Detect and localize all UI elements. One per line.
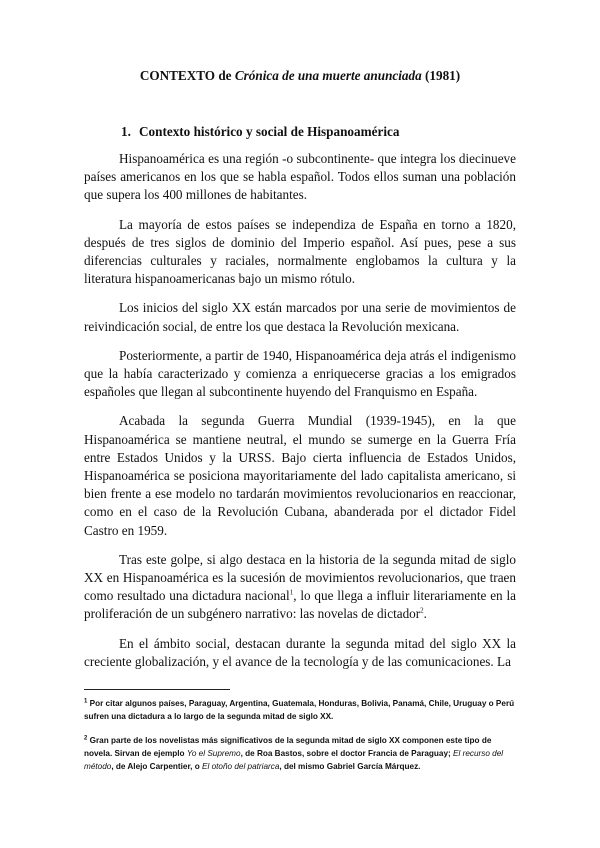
section-number: 1. xyxy=(121,124,131,139)
footnote-ref-2[interactable]: 2 xyxy=(420,607,424,616)
footnote-1-text: Por citar algunos países, Paraguay, Argentina, Guatemala, Honduras, Bolivia, Panamá, Chile, Uruguay o Perú sufren una dictadura a lo largo de la segunda mitad de siglo XX. xyxy=(84,699,515,721)
footnote-2-text-b: , de Roa Bastos, sobre el doctor Francia de Paraguay; xyxy=(240,749,454,758)
title-work: Crónica de una muerte anunciada xyxy=(234,68,422,83)
footnote-2-mark: 2 xyxy=(84,735,88,742)
footnote-separator xyxy=(84,689,230,690)
footnote-2-text-d: , del mismo Gabriel García Márquez. xyxy=(279,762,421,771)
title-year: (1981) xyxy=(421,68,461,83)
footnote-2-title-el-recurso-del-metodo: El recurso del método xyxy=(84,749,504,771)
footnote-2-text-c: , de Alejo Carpentier, o xyxy=(111,762,203,771)
paragraph-6 xyxy=(84,551,516,624)
paragraph-3: Los inicios del siglo XX están marcados por una serie de movimientos de reivindicación social, de entre los que destaca la Revolución mexicana. xyxy=(84,300,516,334)
section-heading-text: Contexto histórico y social de Hispanoamérica xyxy=(139,124,400,139)
footnote-1-mark: 1 xyxy=(84,698,88,705)
paragraph-6-part-b: , lo que llega a influir literariamente en la proliferación de un subgénero narrativo: las novelas de dictador xyxy=(84,588,516,622)
paragraph-2: La mayoría de estos países se independiza de España en torno a 1820, después de tres siglos de dominio del Imperio español. Así pues, pese a sus diferencias culturales y raciales, normalmente englobamos la cultura y la literatura hispanoamericanas bajo un mismo rótulo. xyxy=(84,216,516,287)
paragraph-5: Acabada la segunda Guerra Mundial (1939-1945), en la que Hispanoamérica se mantiene neutral, el mundo se sumerge en la Guerra Fría entre Estados Unidos y la URSS. Bajo cierta influencia de Estados Unidos, Hispanoamérica se posiciona mayoritariamente del lado capitalista americano, si bien frente a ese modelo no tardarán movimientos revolucionarios en reaccionar, como en el caso de la Revolución Cubana, abanderada por el dictador Fidel Castro en 1959. xyxy=(84,413,516,538)
body-text xyxy=(84,150,516,682)
footnote-2 xyxy=(84,734,516,773)
paragraph-1: Hispanoamérica es una región -o subcontinente- que integra los diecinueve países americanos en los que se habla español. Todos ellos suman una población que supera los 400 millones de habitantes. xyxy=(84,151,516,203)
paragraph-4: Posteriormente, a partir de 1940, Hispanoamérica deja atrás el indigenismo que la había caracterizado y comienza a enriquecerse gracias a los emigrados españoles que llegan al subcontinente huyendo del Franquismo en España. xyxy=(84,347,516,400)
page-title xyxy=(0,68,600,84)
paragraph-7: En el ámbito social, destacan durante la segunda mitad del siglo XX la creciente globalización, y el avance de la tecnología y de las comunicaciones. La xyxy=(84,635,516,669)
title-prefix: CONTEXTO de xyxy=(139,68,235,83)
paragraph-6-part-a: Tras este golpe, si algo destaca en la historia de la segunda mitad de siglo XX en Hispanoamérica es la sucesión de movimientos revolucionarios, que traen como resultado una dictadura nacional xyxy=(84,551,516,604)
footnote-2-title-yo-el-supremo: Yo el Supremo xyxy=(186,749,241,758)
paragraph-6-part-c: . xyxy=(423,606,427,622)
footnotes xyxy=(84,697,516,784)
footnote-2-title-el-otono-del-patriarca: El otoño del patriarca xyxy=(202,762,280,771)
section-heading xyxy=(121,124,399,140)
footnote-ref-1[interactable]: 1 xyxy=(289,588,294,597)
footnote-2-text-a: Gran parte de los novelistas más significativos de la segunda mitad de siglo XX componen este tipo de novela. Sirvan de ejemplo xyxy=(84,736,492,758)
footnote-1 xyxy=(84,697,516,723)
